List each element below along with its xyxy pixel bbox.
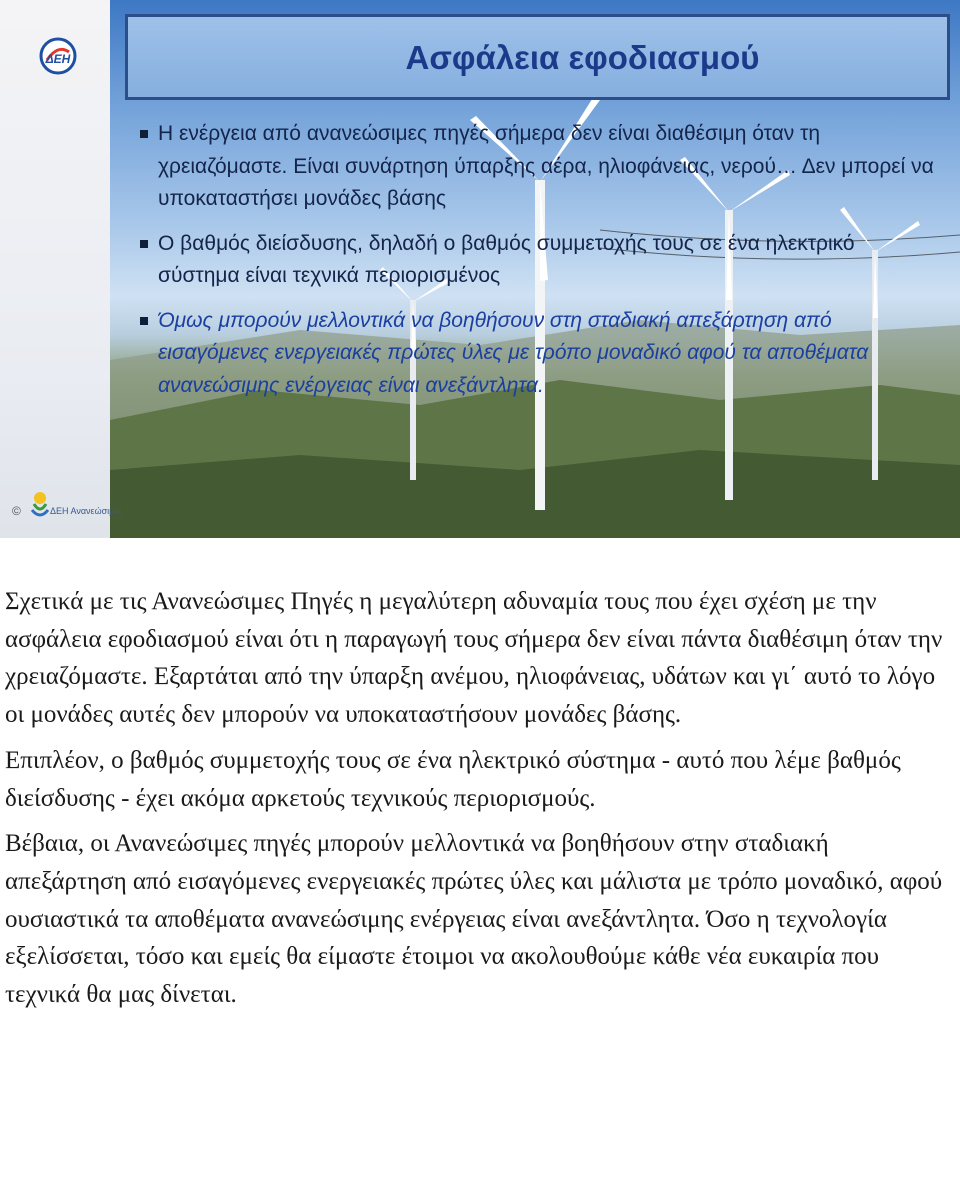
paragraph: Βέβαια, οι Ανανεώσιμες πηγές μπορούν μελλοντικά να βοηθήσουν στην σταδιακή απεξάρτηση από εισαγόμενες ενεργειακές πρώτες ύλες και μάλιστα με τρόπο μοναδικό, αφού ουσιαστικά τα αποθέματα ανανεώσιμης ενέργειας είναι ανεξάντλητα. Όσο η τεχνολογία εξελίσσεται, τόσο και εμείς θα είμαστε έτοιμοι να ακολουθούμε κάθε νέα ευκαιρία που τεχνικά θα μας δίνεται.: [5, 830, 943, 1009]
presentation-slide: [0, 0, 960, 538]
document-body: [5, 583, 955, 1014]
deh-logo-text: ΔΕΗ: [45, 52, 71, 66]
slide-bullet: [140, 305, 940, 403]
deh-logo: [38, 36, 78, 81]
copyright-symbol: ©: [12, 504, 21, 518]
bullet-square-icon: [140, 130, 148, 138]
slide-bullet-text: Όμως μπορούν μελλοντικά να βοηθήσουν στη σταδιακή απεξάρτηση από εισαγόμενες ενεργειακές πρώτες ύλες με τρόπο μοναδικό αφού τα αποθέματα ανανεώσιμης ενέργειας είναι ανεξάντλητα.: [158, 308, 869, 397]
slide-title: Ασφάλεια εφοδιασμού: [405, 39, 760, 76]
slide-bullet: [140, 118, 940, 216]
slide-bullet-text: Η ενέργεια από ανανεώσιμες πηγές σήμερα δεν είναι διαθέσιμη όταν τη χρειαζόμαστε. Είναι συνάρτηση ύπαρξης αέρα, ηλιοφάνειας, νερού… Δεν μπορεί να υποκαταστήσει μονάδες βάσης: [158, 122, 934, 210]
slide-bullet: [140, 228, 940, 293]
deh-renewables-logo: [28, 490, 52, 525]
slide-title-box: [125, 14, 950, 100]
bullet-square-icon: [140, 240, 148, 248]
bullet-square-icon: [140, 317, 148, 325]
slide-bullet-list: [140, 118, 940, 402]
paragraph: Επιπλέον, ο βαθμός συμμετοχής τους σε ένα ηλεκτρικό σύστημα - αυτό που λέμε βαθμός διείσδυσης - έχει ακόμα αρκετούς τεχνικούς περιορισμούς.: [5, 746, 901, 812]
deh-renewables-label: ΔΕΗ Ανανεώσιμες: [50, 506, 123, 516]
slide-bullet-text: Ο βαθμός διείσδυσης, δηλαδή ο βαθμός συμμετοχής τους σε ένα ηλεκτρικό σύστημα είναι τεχνικά περιορισμένος: [158, 231, 855, 287]
paragraph: Σχετικά με τις Ανανεώσιμες Πηγές η μεγαλύτερη αδυναμία τους που έχει σχέση με την ασφάλεια εφοδιασμού είναι ότι η παραγωγή τους σήμερα δεν είναι πάντα διαθέσιμη όταν την χρειαζόμαστε. Εξαρτάται από την ύπαρξη ανέμου, ηλιοφάνειας, υδάτων και γι΄ αυτό το λόγο οι μονάδες αυτές δεν μπορούν να υποκαταστήσουν μονάδες βάσης.: [5, 588, 943, 729]
